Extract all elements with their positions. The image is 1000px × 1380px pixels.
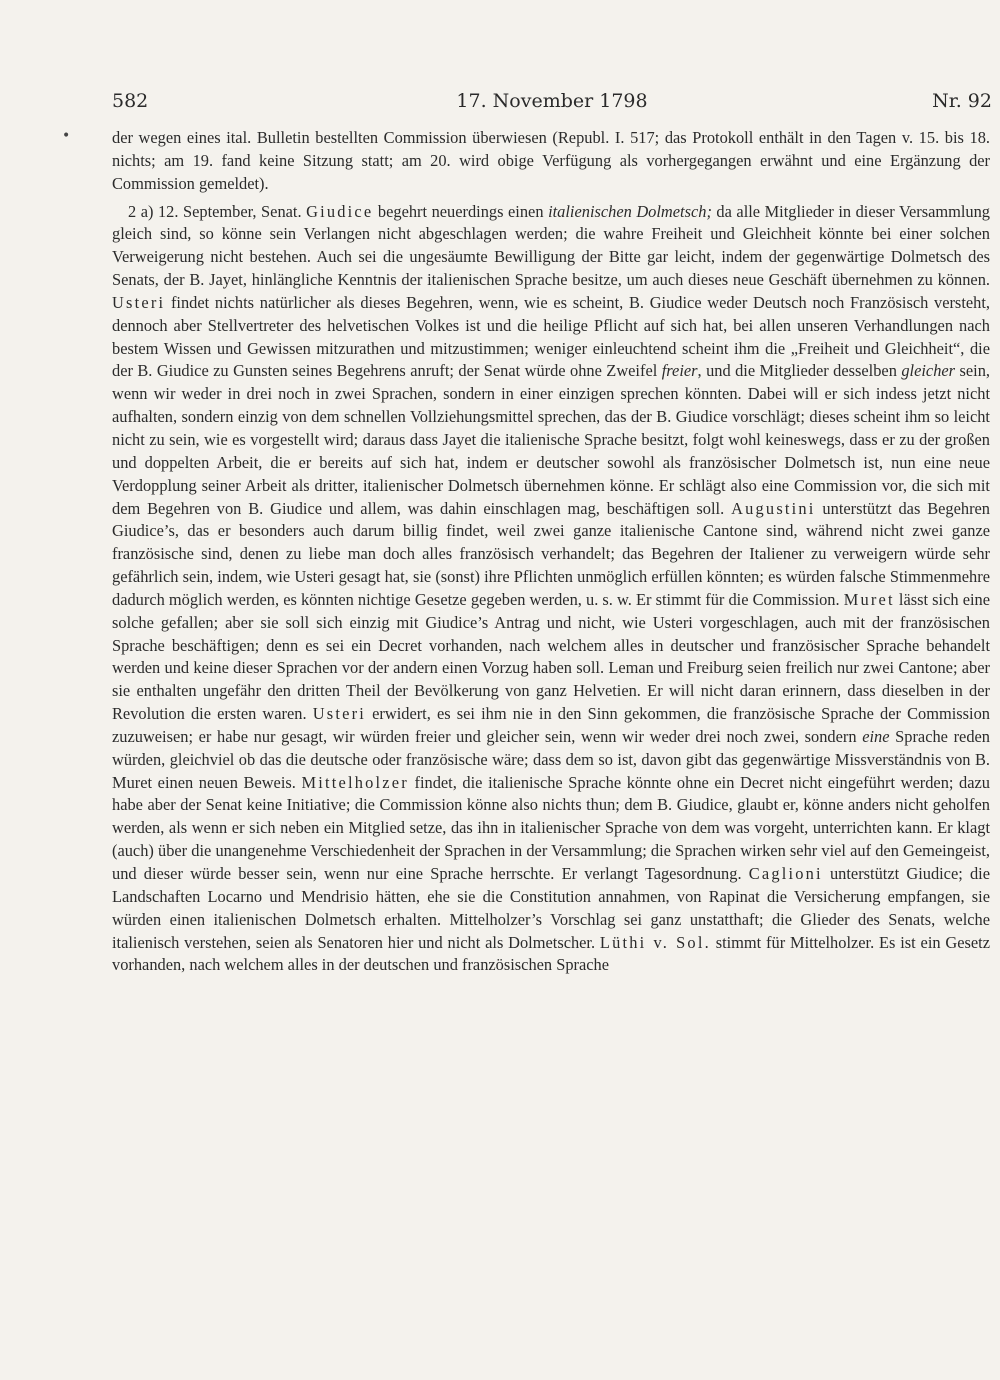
text-span: unterstützt Giudice; die Landschaften Locarno und Mendrisio hätten, ehe sie die Constitution annahmen, von Rapinat die Versicherung empfangen, sie würden einen italienischen Dolmetsch erhalten. Mittelholzer’s Vorschlag sei ganz unstatthaft; die Glieder des Senats, welche italienisch verstehen, seien als Senatoren hier und nicht als Dolmetscher. <box>112 864 990 952</box>
text-span: , und die Mitglieder desselben <box>697 361 902 381</box>
document-body <box>112 127 990 977</box>
text-span: lässt sich eine solche gefallen; aber sie soll sich einzig mit Giudice’s Antrag und nicht, wie Usteri vorgeschlagen, auch mit der französischen Sprache beschäftigen; denn es sei ein Decret vorhanden, nach welchem alles in deutscher und französischer Sprache behandelt werden und keine dieser Sprachen vor der andern einen Vorzug haben soll. Leman und Freiburg seien freilich nur zwei Cantone; aber sie enthalten ungefähr den dritten Theil der Bevölkerung von ganz Helvetien. Er will nicht daran erinnern, dass dieselben in der Revolution die ersten waren. <box>112 589 991 724</box>
page-header <box>112 90 992 116</box>
speaker-name: Usteri <box>312 704 366 724</box>
emphasis-text: gleicher <box>901 361 956 381</box>
text-span: findet, die italienische Sprache könnte ohne ein Decret nicht eingeführt werden; dazu habe aber der Senat keine Initiative; die Commission könne also nichts thun; dem B. Giudice, glaubt er, könne anders nicht geholfen werden, als wenn er sich neben ein Mitglied setze, das ihn in italienischer Sprache von dem was vorgeht, unterrichten kann. Er klagt (auch) über die unangenehme Verschiedenheit der Sprachen in der Versammlung; die Sprachen wirken sehr viel auf den Gemeingeist, und dieser würde besser sein, wenn nur eine Sprache herrschte. Er verlangt Tagesordnung. <box>112 772 990 883</box>
paragraph-continuation: der wegen eines ital. Bulletin bestellten Commission überwiesen (Republ. I. 517; das Protokoll enthält in den Tagen v. 15. bis 18. nichts; am 19. fand keine Sitzung statt; am 20. wird obige Verfügung als vorhergegangen erwähnt und eine Ergänzung der Commission gemeldet). <box>112 128 990 193</box>
document-number: Nr. 92 <box>932 90 992 112</box>
speaker-name: Giudice <box>306 201 374 221</box>
text-span: 2 a) 12. September, Senat. <box>128 201 307 221</box>
speaker-name: Caglioni <box>748 864 823 883</box>
text-span: Sprache reden würden, gleichviel ob das die deutsche oder französische wäre; dass dem so ist, davon gibt das gegenwärtige Missverständnis von B. Muret einen neuen Beweis. <box>112 726 991 792</box>
margin-mark: • <box>62 128 71 144</box>
text-span: begehrt neuerdings einen <box>373 201 549 221</box>
text-span: findet nichts natürlicher als dieses Begehren, wenn, wie es scheint, B. Giudice weder Deutsch noch Französisch versteht, dennoch aber Stellvertreter des helvetischen Volkes ist und die heilige Pflicht auf sich hat, bei allen unseren Verhandlungen nach bestem Wissen und Gewissen mitzurathen und mitzustimmen; weniger einleuchtend scheint ihm die „Freiheit und Gleichheit“, die der B. Giudice zu Gunsten seines Begehrens anruft; der Senat würde ohne Zweifel <box>112 292 990 381</box>
speaker-name: Augustini <box>731 498 816 518</box>
text-span: unterstützt das Begehren Giudice’s, das er besonders auch darum billig findet, weil zwei ganze italienische Cantone sind, während nicht zwei ganze französische sind, denen zu liebe man doch alles französisch verhandelt; das Begehren der Italiener zu verweigern würde sehr gefährlich sein, indem, wie Usteri gesagt hat, sie (sonst) ihre Pflichten unmöglich erfüllen könnten; es würden falsche Stimmenmehre dadurch möglich werden, es könnten nichtige Gesetze gegeben werden, u. s. w. Er stimmt für die Commission. <box>112 498 991 609</box>
text-span: stimmt für Mittelholzer. Es ist ein Gesetz vorhanden, nach welchem alles in der deutschen und französischen Sprache <box>112 932 990 975</box>
emphasis-text: freier <box>661 361 698 381</box>
page-number: 582 <box>112 90 149 112</box>
text-span: da alle Mitglieder in dieser Versammlung gleich sind, so könne sein Verlangen nicht abgeschlagen werden; die wahre Freiheit und Gleichheit könnte bei einer solchen Verweigerung nicht bestehen. Auch sei die ungesäumte Bewilligung der Bitte gar leicht, indem der gegenwärtige Dolmetsch des Senats, der B. Jayet, hinlängliche Kenntnis der italienischen Sprache besitze, um auch dieses neue Geschäft übernehmen zu können. <box>112 201 991 290</box>
emphasis-text: italienischen Dolmetsch; <box>548 201 712 221</box>
speaker-name: Mittelholzer <box>301 772 409 792</box>
speaker-name: Usteri <box>112 292 166 312</box>
text-span: erwidert, es sei ihm nie in den Sinn gekommen, die französische Sprache der Commission zuzuweisen; er habe nur gesagt, wir würden freier und gleicher sein, wenn wir weder drei noch zwei, sondern <box>112 704 990 746</box>
text-span: sein, wenn wir weder in drei noch in zwei Sprachen, sondern in einer einzigen sprechen könnten. Dabei will er sich indess jetzt nicht aufhalten, sondern einzig von dem schnellen Vollziehungsmittel sprechen, das der B. Giudice vorschlägt; dieses scheint ihm so leicht nicht zu sein, wie es vorgestellt wird; daraus dass Jayet die italienische Sprache besitzt, folgt wohl keineswegs, dass er zu der großen und doppelten Arbeit, die er bereits auf sich hat, indem er deutscher sowohl als französischer Dolmetsch ist, nun eine neue Verdopplung seiner Arbeit als dritter, italienischer Dolmetsch übernehmen könne. Er schlägt also eine Commission vor, die sich mit dem Begehren von B. Giudice und allem, was dahin einschlagen mag, beschäftigen soll. <box>112 361 990 518</box>
emphasis-text: eine <box>862 726 890 746</box>
header-date: 17. November 1798 <box>456 90 648 112</box>
speaker-name: Muret <box>843 589 895 609</box>
paragraph-senate-session <box>112 201 990 978</box>
speaker-name: Lüthi v. Sol. <box>599 932 711 952</box>
